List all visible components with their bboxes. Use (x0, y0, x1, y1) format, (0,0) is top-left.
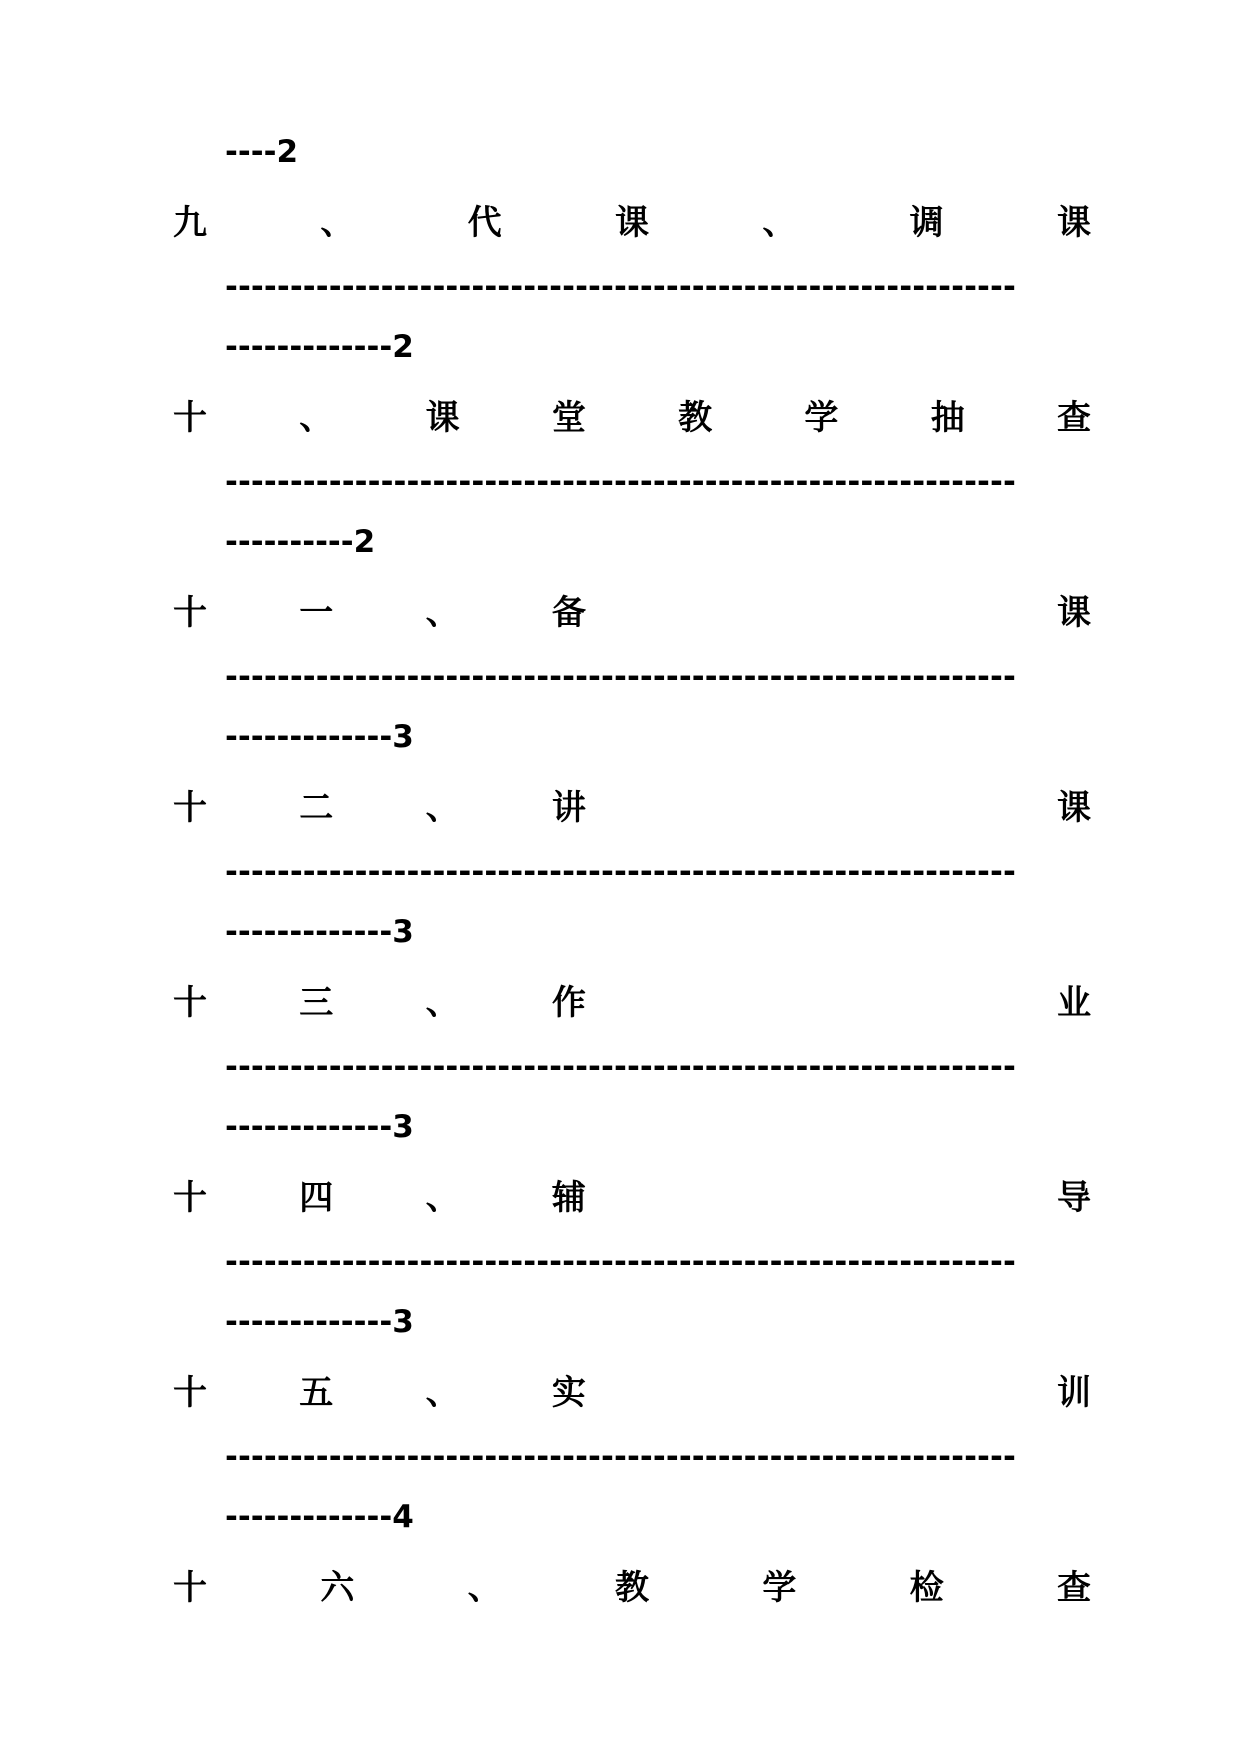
toc-char: 六 (320, 1567, 355, 1608)
toc-entry-title[interactable] (172, 1560, 1092, 1608)
toc-page-number: -------------3 (225, 719, 414, 755)
toc-entry-title[interactable] (172, 585, 1092, 633)
toc-char: 十 (173, 787, 207, 828)
toc-char: 查 (1056, 1567, 1091, 1608)
toc-page-number: -------------3 (225, 914, 414, 950)
toc-char: 学 (762, 1567, 797, 1608)
toc-char: 、 (467, 1567, 502, 1608)
toc-char: 课 (1056, 787, 1091, 828)
toc-page-number: -------------3 (225, 1304, 414, 1340)
toc-entry-title[interactable] (172, 1170, 1092, 1218)
toc-char: 二 (299, 787, 334, 828)
toc-page-number: -------------2 (225, 329, 414, 365)
toc-char: 十 (173, 1177, 207, 1218)
toc-char: 、 (425, 1177, 460, 1218)
toc-char: 十 (173, 982, 207, 1023)
toc-char: 九 (173, 202, 207, 243)
toc-top-leader: ----2 (225, 134, 299, 170)
toc-leader-line: ------------------------------------------------------------- (225, 1244, 1016, 1280)
toc-char: 一 (299, 592, 334, 633)
toc-char: 四 (299, 1177, 334, 1218)
toc-leader-line: ------------------------------------------------------------- (225, 1049, 1016, 1085)
toc-entry-title[interactable] (172, 975, 1092, 1023)
toc-char: 十 (173, 1372, 207, 1413)
toc-char: 、 (320, 202, 355, 243)
toc-char: 五 (299, 1372, 334, 1413)
toc-char: 十 (173, 1567, 207, 1608)
toc-char: 讲 (551, 787, 586, 828)
toc-char: 抽 (930, 397, 965, 438)
toc-char: 堂 (551, 397, 586, 438)
toc-char: 教 (678, 397, 713, 438)
toc-leader-line: ------------------------------------------------------------- (225, 464, 1016, 500)
toc-char: 备 (551, 592, 586, 633)
toc-char: 、 (425, 787, 460, 828)
toc-char: 课 (1056, 592, 1091, 633)
toc-char: 、 (425, 982, 460, 1023)
toc-page-number: ----------2 (225, 524, 376, 560)
toc-char: 课 (425, 397, 460, 438)
toc-char: 实 (551, 1372, 586, 1413)
toc-page-number: -------------3 (225, 1109, 414, 1145)
toc-char: 学 (804, 397, 839, 438)
toc-leader-line: ------------------------------------------------------------- (225, 269, 1016, 305)
toc-leader-line: ------------------------------------------------------------- (225, 1439, 1016, 1475)
toc-char: 调 (909, 202, 944, 243)
toc-char: 、 (425, 1372, 460, 1413)
toc-char: 课 (1056, 202, 1091, 243)
toc-leader-line: ------------------------------------------------------------- (225, 854, 1016, 890)
toc-entry-title[interactable] (172, 195, 1092, 243)
toc-char: 、 (299, 397, 334, 438)
toc-char: 作 (551, 982, 586, 1023)
toc-entry-title[interactable] (172, 390, 1092, 438)
toc-entry-title[interactable] (172, 1365, 1092, 1413)
toc-char: 辅 (551, 1177, 586, 1218)
toc-char: 、 (762, 202, 797, 243)
toc-page-number: -------------4 (225, 1499, 414, 1535)
toc-char: 导 (1056, 1177, 1091, 1218)
toc-leader-line: ------------------------------------------------------------- (225, 659, 1016, 695)
toc-char: 十 (173, 397, 207, 438)
toc-char: 查 (1056, 397, 1091, 438)
toc-char: 检 (909, 1567, 944, 1608)
toc-entry-title[interactable] (172, 780, 1092, 828)
toc-char: 训 (1056, 1372, 1091, 1413)
toc-char: 代 (467, 202, 502, 243)
toc-char: 、 (425, 592, 460, 633)
toc-char: 十 (173, 592, 207, 633)
toc-char: 教 (614, 1567, 649, 1608)
toc-char: 业 (1056, 982, 1091, 1023)
toc-char: 三 (299, 982, 334, 1023)
toc-char: 课 (614, 202, 649, 243)
